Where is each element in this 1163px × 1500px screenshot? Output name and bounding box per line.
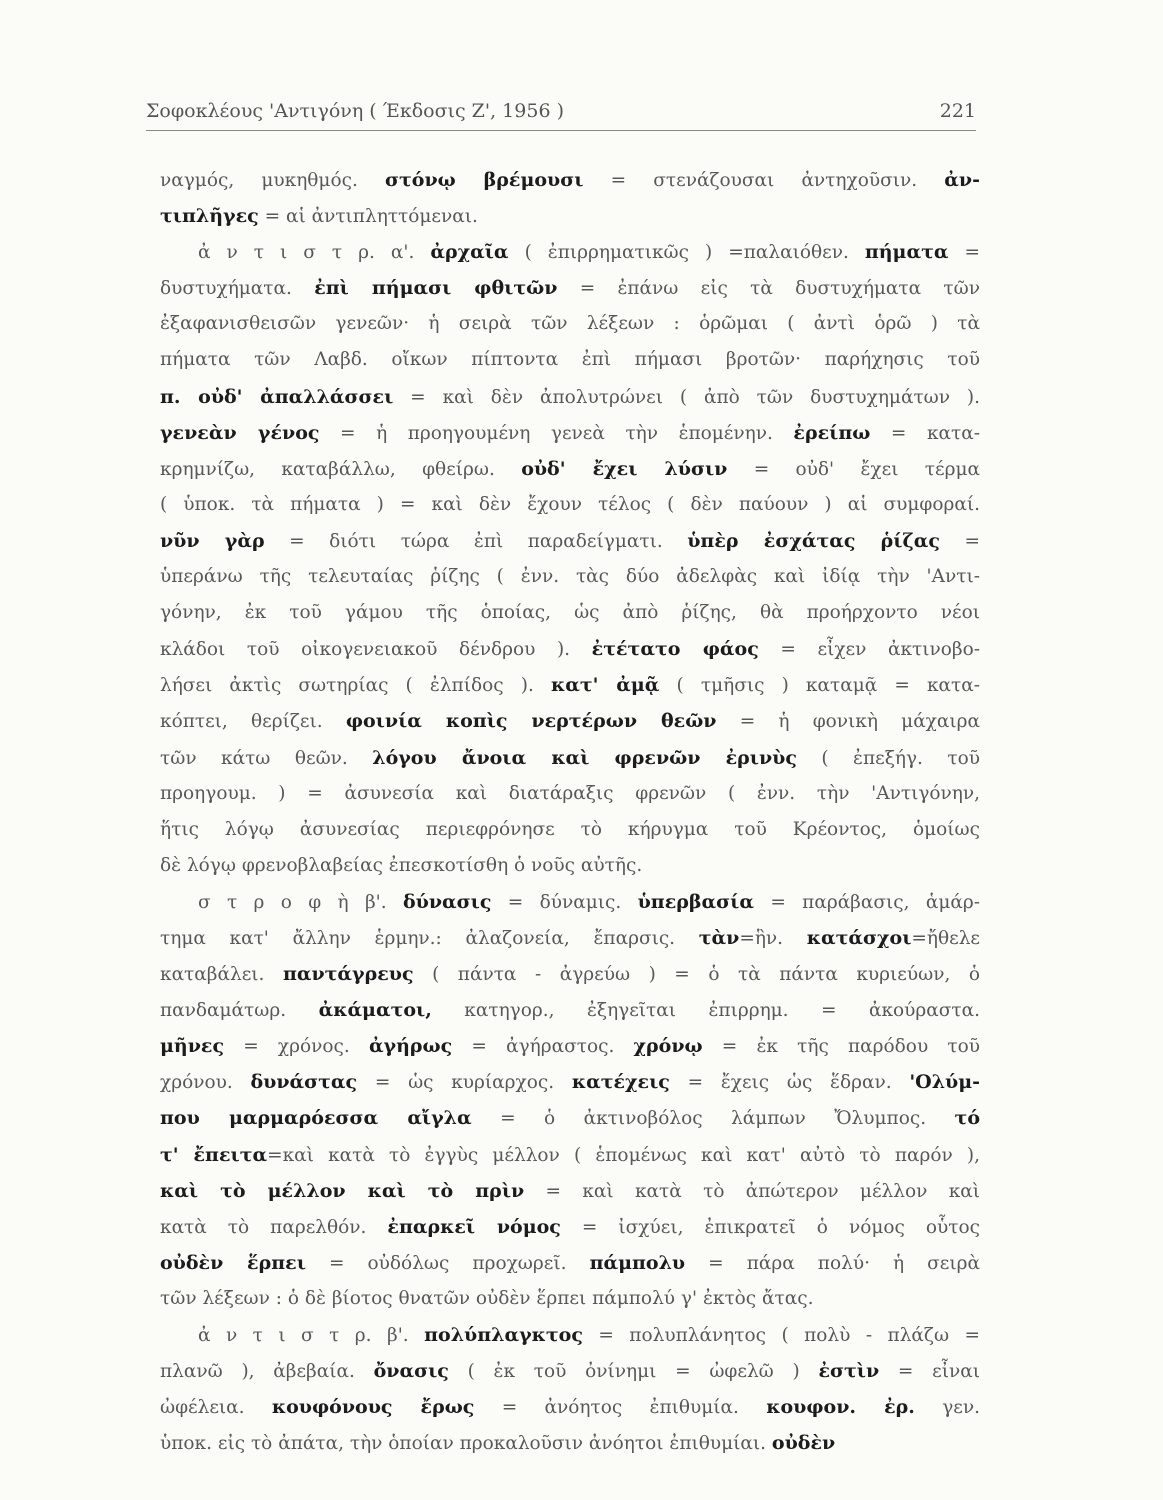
running-header: [146, 100, 976, 130]
gloss-text: ὑπεράνω τῆς τελευταίας ῥίζης ( ἐνν. τὰς δύο ἀδελφὰς καὶ ἰδίᾳ τὴν 'Αντι-: [160, 566, 980, 588]
gloss-text: = στενάζουσαι ἀντηχοῦσιν.: [583, 170, 945, 191]
text-line: [160, 884, 980, 920]
gloss-text: ( ἐκ τοῦ ὀνίνημι = ὠφελῶ ): [448, 1361, 819, 1383]
text-line: [160, 920, 980, 956]
lemma: ἐστὶν: [818, 1360, 880, 1383]
header-rule: [146, 130, 976, 131]
lemma: τ' ἔπειτα: [160, 1143, 268, 1166]
gloss-text: δὲ λόγῳ φρενοβλαβείας ἐπεσκοτίσθη ὁ νοῦς αὐτῆς.: [160, 854, 643, 876]
lemma: ἀκάματοι,: [318, 999, 432, 1022]
lemma: ἐπὶ πήμασι φθιτῶν: [314, 277, 558, 300]
lemma: ὑπὲρ ἐσχάτας ῥίζας: [687, 529, 940, 552]
text-line: [160, 451, 980, 487]
lemma: οὐδ' ἔχει λύσιν: [521, 457, 728, 480]
text-line: [160, 776, 980, 812]
gloss-text: = ἔχεις ὡς ἕδραν.: [669, 1072, 910, 1094]
text-line: [160, 1317, 980, 1353]
gloss-text: = ἰσχύει, ἐπικρατεῖ ὁ νόμος οὗτος: [560, 1216, 980, 1238]
text-line: [160, 306, 980, 342]
lemma: δύνασις: [403, 890, 492, 913]
gloss-text: πήματα τῶν Λαβδ. οἴκων πίπτοντα ἐπὶ πήμασι βροτῶν· παρήχησις τοῦ: [160, 349, 980, 371]
gloss-text: = ἡ φονικὴ μάχαιρα: [716, 711, 980, 733]
text-line: [160, 198, 980, 234]
gloss-text: ὑποκ. εἰς τὸ ἀπάτα, τὴν ὁποίαν προκαλοῦσιν ἀνόητοι ἐπιθυμίαι.: [160, 1433, 772, 1455]
lemma: δυνάστας: [250, 1071, 358, 1094]
gloss-text: κατηγορ., ἐξηγεῖται ἐπιρρημ. = ἀκούραστα.: [431, 1000, 980, 1022]
text-line: [160, 992, 980, 1028]
text-line: [160, 1389, 980, 1425]
gloss-text: = διότι τώρα ἐπὶ παραδείγματι.: [264, 530, 688, 552]
gloss-text: = κατα-: [870, 422, 980, 444]
gloss-text: γεν.: [914, 1397, 980, 1419]
gloss-text: τῶν κάτω θεῶν.: [160, 747, 373, 769]
lemma: κατάσχοι: [806, 926, 912, 949]
gloss-text: ( ὑποκ. τὰ πήματα ) = καὶ δὲν ἔχουν τέλος ( δὲν παύουν ) αἱ συμφοραί.: [160, 493, 980, 515]
gloss-text: κλάδοι τοῦ οἰκογενειακοῦ δένδρου ).: [160, 639, 592, 661]
lemma: κατέχεις: [571, 1071, 670, 1094]
gloss-text: =: [939, 530, 980, 552]
gloss-text: δυστυχήματα.: [160, 278, 315, 300]
text-line: [160, 1028, 980, 1064]
text-line: [160, 703, 980, 739]
text-line: [160, 631, 980, 667]
lemma: οὐδὲν ἕρπει: [160, 1251, 306, 1274]
lemma: κουφόνους ἔρως: [271, 1396, 475, 1419]
gloss-text: ( πάντα - ἀγρεύω ) = ὁ τὰ πάντα κυριεύων, ὁ: [413, 964, 980, 986]
gloss-text: τῶν λέξεων : ὁ δὲ βίοτος θνατῶν οὐδὲν ἕρπει πάμπολύ γ' ἐκτὸς ἄτας.: [160, 1287, 814, 1309]
gloss-text: ἀ ν τ ι σ τ ρ. α'.: [198, 242, 431, 264]
text-line: [160, 1245, 980, 1281]
gloss-text: = ἡ προηγουμένη γενεὰ τὴν ἑπομένην.: [319, 422, 794, 444]
lemma: ἀν-: [944, 169, 980, 191]
text-line: [160, 559, 980, 595]
text-line: [160, 1353, 980, 1389]
text-line: [160, 812, 980, 848]
lemma: καὶ τὸ μέλλον καὶ τὸ πρὶν: [160, 1179, 525, 1202]
gloss-text: ἐξαφανισθεισῶν γενεῶν· ἡ σειρὰ τῶν λέξεων : ὁρῶμαι ( ἀντὶ ὁρῶ ) τὰ: [160, 313, 980, 335]
gloss-text: γόνην, ἐκ τοῦ γάμου τῆς ὁποίας, ὡς ἀπὸ ῥίζης, θὰ προήρχοντο νέοι: [160, 602, 980, 624]
gloss-text: = καὶ κατὰ τὸ ἀπώτερον μέλλον καὶ: [524, 1180, 980, 1202]
gloss-text: = οὐδ' ἔχει τέρμα: [727, 458, 980, 480]
gloss-text: πλανῶ ), ἀβεβαία.: [160, 1361, 374, 1383]
text-line: [160, 1209, 980, 1245]
lemma: στόνῳ βρέμουσι: [385, 169, 584, 191]
gloss-text: =ἣν.: [739, 927, 807, 949]
gloss-text: = ἀνόητος ἐπιθυμία.: [474, 1397, 767, 1419]
gloss-text: = εἶναι: [879, 1361, 980, 1383]
gloss-text: σ τ ρ ο φ ὴ β'.: [198, 891, 403, 913]
gloss-text: πανδαμάτωρ.: [160, 1000, 319, 1022]
text-line: [160, 1100, 980, 1136]
text-line: [160, 162, 980, 198]
gloss-text: = ὡς κυρίαρχος.: [357, 1072, 572, 1094]
gloss-text: = χρόνος.: [224, 1036, 369, 1058]
text-line: [160, 1281, 980, 1317]
running-title: Σοφοκλέους 'Αντιγόνη ( Έκδοσις Ζ', 1956 ): [146, 100, 564, 122]
gloss-text: = ὁ ἀκτινοβόλος λάμπων Ὄλυμπος.: [471, 1108, 955, 1130]
text-line: [160, 379, 980, 415]
lemma: χρόνῳ: [633, 1035, 703, 1058]
gloss-text: κατὰ τὸ παρελθόν.: [160, 1216, 388, 1238]
gloss-text: = εἶχεν ἀκτινοβο-: [758, 639, 980, 661]
gloss-text: =καὶ κατὰ τὸ ἐγγὺς μέλλον ( ἑπομένως καὶ κατ' αὐτὸ τὸ παρόν ),: [267, 1144, 980, 1166]
lemma: ἐτέτατο φάος: [591, 638, 759, 661]
gloss-text: ( ἐπιρρηματικῶς ) =παλαιόθεν.: [508, 242, 865, 264]
gloss-text: = πολυπλάνητος ( πολὺ - πλάζω =: [582, 1325, 980, 1346]
gloss-text: = πάρα πολύ· ἡ σειρὰ: [685, 1252, 980, 1274]
text-line: [160, 270, 980, 306]
gloss-text: τημα κατ' ἄλλην ἑρμην.: ἀλαζονεία, ἔπαρσις.: [160, 927, 699, 949]
text-line: [160, 848, 980, 884]
lemma: τὰν: [698, 926, 740, 949]
gloss-text: ( ἐπεξήγ. τοῦ: [796, 747, 980, 769]
lemma: πολύπλαγκτος: [424, 1324, 583, 1346]
lemma: τό: [954, 1107, 980, 1130]
gloss-text: = αἱ ἀντιπληττόμεναι.: [258, 206, 478, 228]
text-line: [160, 1064, 980, 1100]
gloss-text: κρημνίζω, καταβάλλω, φθείρω.: [160, 458, 522, 480]
gloss-text: ναγμός, μυκηθμός.: [160, 170, 386, 191]
gloss-text: = ἀγήραστος.: [452, 1036, 634, 1058]
page-number: 221: [939, 100, 976, 122]
text-line: [160, 1137, 980, 1173]
gloss-text: = ἐπάνω εἰς τὰ δυστυχήματα τῶν: [557, 278, 980, 300]
text-line: [160, 740, 980, 776]
text-line: [160, 342, 980, 378]
lemma: λόγου ἄνοια καὶ φρενῶν ἐρινὺς: [372, 746, 797, 769]
lemma: φοινία κοπὶς νερτέρων θεῶν: [345, 710, 717, 733]
gloss-text: = ἐκ τῆς παρόδου τοῦ: [702, 1036, 980, 1058]
lemma: ὑπερβασία: [637, 890, 754, 913]
lemma: π. οὐδ' ἀπαλλάσσει: [160, 385, 394, 408]
text-line: [160, 1173, 980, 1209]
text-line: [160, 234, 980, 270]
lemma: πήματα: [864, 241, 949, 264]
gloss-text: = καὶ δὲν ἀπολυτρώνει ( ἀπὸ τῶν δυστυχημάτων ).: [393, 386, 980, 408]
text-line: [160, 523, 980, 559]
lemma: ἀρχαῖα: [430, 241, 509, 264]
gloss-text: = δύναμις.: [491, 891, 638, 913]
lemma: ἐπαρκεῖ νόμος: [387, 1215, 561, 1238]
gloss-text: χρόνου.: [160, 1072, 251, 1094]
gloss-text: ( τμῆσις ) καταμᾷ = κατα-: [659, 675, 980, 697]
gloss-text: καταβάλει.: [160, 964, 283, 986]
lemma: ἐρείπω: [793, 421, 871, 444]
gloss-text: ἀ ν τ ι σ τ ρ. β'.: [198, 1325, 425, 1346]
gloss-text: ἥτις λόγῳ ἀσυνεσίας περιεφρόνησε τὸ κήρυγμα τοῦ Κρέοντος, ὁμοίως: [160, 818, 980, 840]
text-line: [160, 487, 980, 523]
lemma: μῆνες: [160, 1035, 225, 1058]
gloss-text: = παράβασις, ἁμάρ-: [753, 891, 980, 913]
gloss-text: προηγουμ. ) = ἀσυνεσία καὶ διατάραξις φρενῶν ( ἐνν. τὴν 'Αντιγόνην,: [160, 782, 980, 804]
text-line: [160, 667, 980, 703]
lemma: τιπλῆγες: [160, 205, 259, 228]
gloss-text: =: [948, 242, 980, 264]
gloss-text: ὠφέλεια.: [160, 1397, 272, 1419]
text-line: [160, 595, 980, 631]
gloss-text: = οὐδόλως προχωρεῖ.: [305, 1252, 590, 1274]
lemma: 'Ολύμ-: [909, 1071, 980, 1094]
lemma: που μαρμαρόεσσα αἴγλα: [160, 1107, 472, 1130]
lemma: ἀγήρως: [368, 1035, 453, 1058]
commentary-body: [160, 162, 980, 1461]
lemma: ὄνασις: [373, 1360, 449, 1383]
lemma: πάμπολυ: [589, 1251, 686, 1274]
lemma: παντάγρευς: [282, 963, 414, 986]
text-line: [160, 415, 980, 451]
text-line: [160, 956, 980, 992]
gloss-text: =ἤθελε: [911, 927, 980, 949]
gloss-text: κόπτει, θερίζει.: [160, 711, 346, 733]
lemma: κατ' ἀμᾷ: [550, 674, 660, 697]
gloss-text: λήσει ἀκτὶς σωτηρίας ( ἐλπίδος ).: [160, 675, 551, 697]
lemma: οὐδὲν: [771, 1432, 836, 1455]
lemma: νῦν γὰρ: [160, 529, 265, 552]
lemma: κουφον. ἐρ.: [766, 1396, 915, 1419]
text-line: [160, 1425, 980, 1461]
lemma: γενεὰν γένος: [160, 421, 320, 444]
